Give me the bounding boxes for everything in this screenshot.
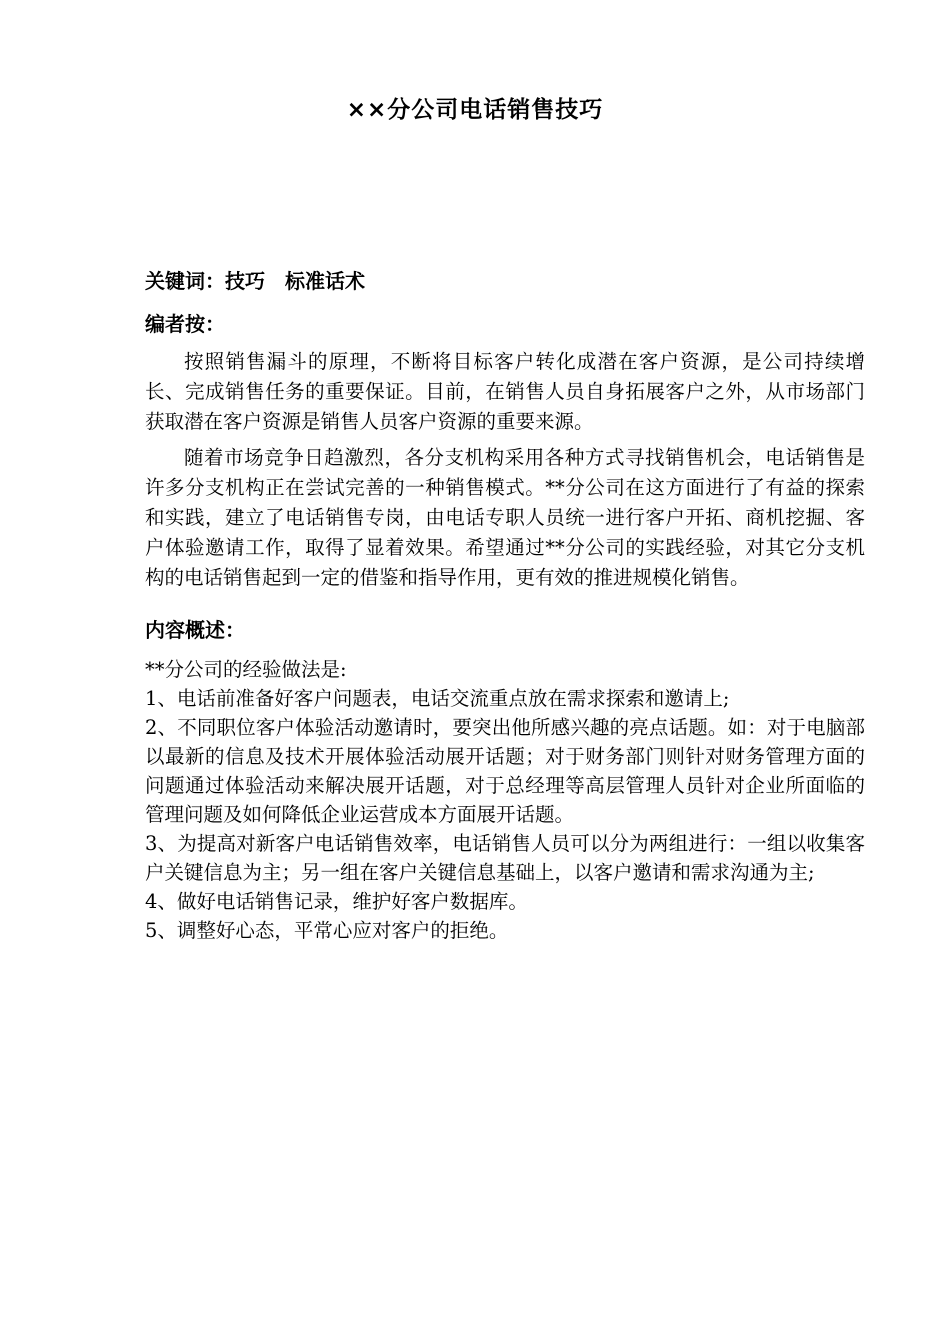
editor-paragraph: 随着市场竞争日趋激烈，各分支机构采用各种方式寻找销售机会，电话销售是许多分支机构正在尝试完善的一种销售模式。**分公司在这方面进行了有益的探索和实践，建立了电话销售专岗，由电话专职人员统一进行客户开拓、商机挖掘、客户体验邀请工作，取得了显着效果。希望通过**分公司的实践经验，对其它分支机构的电话销售起到一定的借鉴和指导作用，更有效的推进规模化销售。 — [145, 446, 865, 589]
summary-heading: 内容概述： — [145, 618, 245, 642]
summary-item: 2、不同职位客户体验活动邀请时，要突出他所感兴趣的亮点话题。如：对于电脑部以最新的信息及技术开展体验活动展开话题；对于财务部门则针对财务管理方面的问题通过体验活动来解决展开话题，对于总经理等高层管理人员针对企业所面临的管理问题及如何降低企业运营成本方面展开话题。 — [145, 716, 865, 826]
summary-item: 3、为提高对新客户电话销售效率，电话销售人员可以分为两组进行：一组以收集客户关键信息为主；另一组在客户关键信息基础上，以客户邀请和需求沟通为主; — [145, 832, 865, 884]
summary-item: 4、做好电话销售记录，维护好客户数据库。 — [145, 890, 528, 913]
editor-paragraph: 按照销售漏斗的原理，不断将目标客户转化成潜在客户资源，是公司持续增长、完成销售任务的重要保证。目前，在销售人员自身拓展客户之外，从市场部门获取潜在客户资源是销售人员客户资源的重要来源。 — [145, 350, 865, 433]
summary-intro: **分公司的经验做法是: — [145, 658, 347, 681]
editor-note-body — [145, 347, 865, 593]
summary-list — [145, 655, 865, 945]
summary-item: 5、调整好心态，平常心应对客户的拒绝。 — [145, 919, 509, 942]
editor-note-heading: 编者按： — [145, 312, 225, 336]
summary-item: 1、电话前准备好客户问题表，电话交流重点放在需求探索和邀请上; — [145, 687, 730, 710]
document-title: ××分公司电话销售技巧 — [346, 97, 604, 123]
keywords-line: 关键词：技巧 标准话术 — [145, 269, 365, 293]
